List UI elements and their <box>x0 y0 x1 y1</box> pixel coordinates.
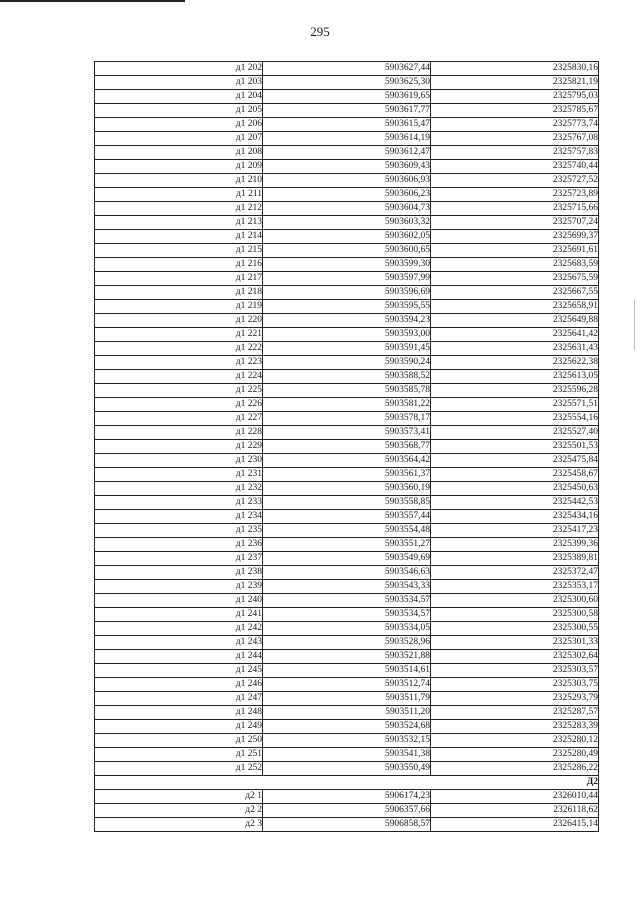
point-id-cell: д1 240 <box>95 594 263 608</box>
y-coordinate-cell: 2325286,22 <box>431 762 599 776</box>
table-row <box>95 594 599 608</box>
y-coordinate-cell: 2325667,55 <box>431 286 599 300</box>
point-id-cell: д1 234 <box>95 510 263 524</box>
point-id-cell: д1 230 <box>95 454 263 468</box>
x-coordinate-cell: 5903564,42 <box>263 454 431 468</box>
point-id-cell: д1 233 <box>95 496 263 510</box>
page-number: 295 <box>310 24 330 39</box>
x-coordinate-cell: 5903625,30 <box>263 76 431 90</box>
y-coordinate-cell: 2325757,83 <box>431 146 599 160</box>
table-row <box>95 146 599 160</box>
point-id-cell: д1 232 <box>95 482 263 496</box>
x-coordinate-cell: 5903619,65 <box>263 90 431 104</box>
table-row <box>95 538 599 552</box>
y-coordinate-cell: 2325699,37 <box>431 230 599 244</box>
point-id-cell: д2 2 <box>95 804 263 818</box>
y-coordinate-cell: 2325795,03 <box>431 90 599 104</box>
point-id-cell: д1 205 <box>95 104 263 118</box>
y-coordinate-cell: 2325372,47 <box>431 566 599 580</box>
table-row <box>95 104 599 118</box>
x-coordinate-cell: 5903541,38 <box>263 748 431 762</box>
x-coordinate-cell: 5903521,88 <box>263 650 431 664</box>
y-coordinate-cell: 2326415,14 <box>431 818 599 832</box>
x-coordinate-cell: 5906858,57 <box>263 818 431 832</box>
table-row <box>95 202 599 216</box>
table-row <box>95 398 599 412</box>
y-coordinate-cell: 2325649,88 <box>431 314 599 328</box>
y-coordinate-cell: 2325300,60 <box>431 594 599 608</box>
point-id-cell: д1 237 <box>95 552 263 566</box>
y-coordinate-cell: 2325723,89 <box>431 188 599 202</box>
table-row <box>95 230 599 244</box>
x-coordinate-cell: 5903534,57 <box>263 594 431 608</box>
x-coordinate-cell: 5903604,73 <box>263 202 431 216</box>
table-row <box>95 762 599 776</box>
y-coordinate-cell: 2326118,62 <box>431 804 599 818</box>
table-row <box>95 678 599 692</box>
point-id-cell: д1 220 <box>95 314 263 328</box>
table-row <box>95 314 599 328</box>
y-coordinate-cell: 2325300,58 <box>431 608 599 622</box>
point-id-cell: д1 215 <box>95 244 263 258</box>
point-id-cell: д1 231 <box>95 468 263 482</box>
point-id-cell: д1 225 <box>95 384 263 398</box>
x-coordinate-cell: 5903560,19 <box>263 482 431 496</box>
x-coordinate-cell: 5903528,96 <box>263 636 431 650</box>
y-coordinate-cell: 2325571,51 <box>431 398 599 412</box>
y-coordinate-cell: 2325475,84 <box>431 454 599 468</box>
x-coordinate-cell: 5903550,49 <box>263 762 431 776</box>
x-coordinate-cell: 5903561,37 <box>263 468 431 482</box>
x-coordinate-cell: 5903614,19 <box>263 132 431 146</box>
table-row <box>95 622 599 636</box>
point-id-cell: д1 216 <box>95 258 263 272</box>
table-row <box>95 412 599 426</box>
y-coordinate-cell: 2325830,16 <box>431 62 599 76</box>
point-id-cell: д1 247 <box>95 692 263 706</box>
table-row <box>95 90 599 104</box>
y-coordinate-cell: 2325283,39 <box>431 720 599 734</box>
coordinates-table <box>94 61 599 832</box>
table-row <box>95 188 599 202</box>
y-coordinate-cell: 2325280,49 <box>431 748 599 762</box>
point-id-cell: д1 204 <box>95 90 263 104</box>
point-id-cell: д2 1 <box>95 790 263 804</box>
x-coordinate-cell: 5903591,45 <box>263 342 431 356</box>
y-coordinate-cell: 2325300,55 <box>431 622 599 636</box>
point-id-cell: д1 221 <box>95 328 263 342</box>
table-row <box>95 370 599 384</box>
y-coordinate-cell: 2325389,81 <box>431 552 599 566</box>
point-id-cell: д1 223 <box>95 356 263 370</box>
table-row <box>95 426 599 440</box>
y-coordinate-cell: 2325554,16 <box>431 412 599 426</box>
table-row <box>95 356 599 370</box>
top-rule <box>0 0 185 2</box>
table-row <box>95 734 599 748</box>
table-row <box>95 692 599 706</box>
point-id-cell: д1 212 <box>95 202 263 216</box>
point-id-cell: д1 222 <box>95 342 263 356</box>
x-coordinate-cell: 5903609,43 <box>263 160 431 174</box>
table-row <box>95 174 599 188</box>
table-row <box>95 580 599 594</box>
table-row <box>95 524 599 538</box>
x-coordinate-cell: 5903588,52 <box>263 370 431 384</box>
table-row <box>95 510 599 524</box>
y-coordinate-cell: 2325303,75 <box>431 678 599 692</box>
x-coordinate-cell: 5903534,05 <box>263 622 431 636</box>
group-header-row <box>95 776 599 790</box>
table-row <box>95 342 599 356</box>
point-id-cell: д1 229 <box>95 440 263 454</box>
x-coordinate-cell: 5903615,47 <box>263 118 431 132</box>
x-coordinate-cell: 5903554,48 <box>263 524 431 538</box>
edge-mark <box>634 300 635 350</box>
table-row <box>95 286 599 300</box>
point-id-cell: д1 238 <box>95 566 263 580</box>
table-row <box>95 454 599 468</box>
table-row <box>95 818 599 832</box>
point-id-cell: д1 210 <box>95 174 263 188</box>
x-coordinate-cell: 5903606,93 <box>263 174 431 188</box>
point-id-cell: д1 249 <box>95 720 263 734</box>
y-coordinate-cell: 2325301,33 <box>431 636 599 650</box>
y-coordinate-cell: 2325727,52 <box>431 174 599 188</box>
x-coordinate-cell: 5903600,65 <box>263 244 431 258</box>
y-coordinate-cell: 2325302,64 <box>431 650 599 664</box>
x-coordinate-cell: 5903557,44 <box>263 510 431 524</box>
x-coordinate-cell: 5906357,66 <box>263 804 431 818</box>
table-row <box>95 748 599 762</box>
point-id-cell: д1 243 <box>95 636 263 650</box>
y-coordinate-cell: 2325280,12 <box>431 734 599 748</box>
point-id-cell: д1 241 <box>95 608 263 622</box>
x-coordinate-cell: 5903603,32 <box>263 216 431 230</box>
table-row <box>95 328 599 342</box>
y-coordinate-cell: 2325683,59 <box>431 258 599 272</box>
x-coordinate-cell: 5903593,00 <box>263 328 431 342</box>
point-id-cell: д1 235 <box>95 524 263 538</box>
y-coordinate-cell: 2325458,67 <box>431 468 599 482</box>
point-id-cell: д1 227 <box>95 412 263 426</box>
y-coordinate-cell: 2325675,59 <box>431 272 599 286</box>
point-id-cell: д1 224 <box>95 370 263 384</box>
y-coordinate-cell: 2325740,44 <box>431 160 599 174</box>
y-coordinate-cell: 2326010,44 <box>431 790 599 804</box>
table-row <box>95 636 599 650</box>
y-coordinate-cell: 2325707,24 <box>431 216 599 230</box>
point-id-cell: д1 207 <box>95 132 263 146</box>
x-coordinate-cell: 5903511,20 <box>263 706 431 720</box>
y-coordinate-cell: 2325631,43 <box>431 342 599 356</box>
y-coordinate-cell: 2325658,91 <box>431 300 599 314</box>
table-row <box>95 720 599 734</box>
point-id-cell: д1 218 <box>95 286 263 300</box>
table-row <box>95 160 599 174</box>
table-row <box>95 468 599 482</box>
point-id-cell: д1 252 <box>95 762 263 776</box>
x-coordinate-cell: 5903585,78 <box>263 384 431 398</box>
x-coordinate-cell: 5903596,69 <box>263 286 431 300</box>
y-coordinate-cell: 2325303,57 <box>431 664 599 678</box>
y-coordinate-cell: 2325434,16 <box>431 510 599 524</box>
x-coordinate-cell: 5903590,24 <box>263 356 431 370</box>
y-coordinate-cell: 2325450,63 <box>431 482 599 496</box>
y-coordinate-cell: 2325622,38 <box>431 356 599 370</box>
x-coordinate-cell: 5903602,05 <box>263 230 431 244</box>
point-id-cell: д1 217 <box>95 272 263 286</box>
y-coordinate-cell: 2325641,42 <box>431 328 599 342</box>
x-coordinate-cell: 5903568,77 <box>263 440 431 454</box>
table-row <box>95 258 599 272</box>
point-id-cell: д1 245 <box>95 664 263 678</box>
group-title: Д2 <box>95 776 599 790</box>
point-id-cell: д1 239 <box>95 580 263 594</box>
table-row <box>95 482 599 496</box>
point-id-cell: д1 242 <box>95 622 263 636</box>
x-coordinate-cell: 5903627,44 <box>263 62 431 76</box>
x-coordinate-cell: 5903558,85 <box>263 496 431 510</box>
y-coordinate-cell: 2325691,61 <box>431 244 599 258</box>
point-id-cell: д1 206 <box>95 118 263 132</box>
table-row <box>95 272 599 286</box>
point-id-cell: д1 236 <box>95 538 263 552</box>
point-id-cell: д1 211 <box>95 188 263 202</box>
point-id-cell: д1 202 <box>95 62 263 76</box>
table-row <box>95 552 599 566</box>
y-coordinate-cell: 2325293,79 <box>431 692 599 706</box>
point-id-cell: д1 219 <box>95 300 263 314</box>
table-row <box>95 790 599 804</box>
x-coordinate-cell: 5903573,41 <box>263 426 431 440</box>
point-id-cell: д2 3 <box>95 818 263 832</box>
y-coordinate-cell: 2325767,08 <box>431 132 599 146</box>
x-coordinate-cell: 5903551,27 <box>263 538 431 552</box>
y-coordinate-cell: 2325353,17 <box>431 580 599 594</box>
table-row <box>95 664 599 678</box>
y-coordinate-cell: 2325715,66 <box>431 202 599 216</box>
y-coordinate-cell: 2325596,28 <box>431 384 599 398</box>
y-coordinate-cell: 2325821,19 <box>431 76 599 90</box>
table-row <box>95 440 599 454</box>
x-coordinate-cell: 5903524,68 <box>263 720 431 734</box>
x-coordinate-cell: 5903581,22 <box>263 398 431 412</box>
x-coordinate-cell: 5903549,69 <box>263 552 431 566</box>
y-coordinate-cell: 2325442,53 <box>431 496 599 510</box>
point-id-cell: д1 244 <box>95 650 263 664</box>
x-coordinate-cell: 5906174,23 <box>263 790 431 804</box>
point-id-cell: д1 250 <box>95 734 263 748</box>
x-coordinate-cell: 5903512,74 <box>263 678 431 692</box>
point-id-cell: д1 214 <box>95 230 263 244</box>
table-row <box>95 62 599 76</box>
table-row <box>95 706 599 720</box>
y-coordinate-cell: 2325613,05 <box>431 370 599 384</box>
x-coordinate-cell: 5903534,57 <box>263 608 431 622</box>
point-id-cell: д1 226 <box>95 398 263 412</box>
table-row <box>95 300 599 314</box>
y-coordinate-cell: 2325287,57 <box>431 706 599 720</box>
table-row <box>95 804 599 818</box>
point-id-cell: д1 208 <box>95 146 263 160</box>
table-row <box>95 216 599 230</box>
x-coordinate-cell: 5903606,23 <box>263 188 431 202</box>
y-coordinate-cell: 2325527,40 <box>431 426 599 440</box>
point-id-cell: д1 209 <box>95 160 263 174</box>
x-coordinate-cell: 5903597,99 <box>263 272 431 286</box>
y-coordinate-cell: 2325399,36 <box>431 538 599 552</box>
x-coordinate-cell: 5903546,63 <box>263 566 431 580</box>
x-coordinate-cell: 5903578,17 <box>263 412 431 426</box>
table-row <box>95 76 599 90</box>
point-id-cell: д1 246 <box>95 678 263 692</box>
y-coordinate-cell: 2325773,74 <box>431 118 599 132</box>
table-row <box>95 496 599 510</box>
x-coordinate-cell: 5903532,15 <box>263 734 431 748</box>
y-coordinate-cell: 2325785,67 <box>431 104 599 118</box>
table-row <box>95 132 599 146</box>
table-row <box>95 118 599 132</box>
x-coordinate-cell: 5903612,47 <box>263 146 431 160</box>
table-row <box>95 608 599 622</box>
coordinates-table-body <box>95 62 599 832</box>
x-coordinate-cell: 5903511,79 <box>263 692 431 706</box>
point-id-cell: д1 251 <box>95 748 263 762</box>
point-id-cell: д1 213 <box>95 216 263 230</box>
x-coordinate-cell: 5903599,30 <box>263 258 431 272</box>
table-row <box>95 566 599 580</box>
x-coordinate-cell: 5903594,23 <box>263 314 431 328</box>
point-id-cell: д1 203 <box>95 76 263 90</box>
y-coordinate-cell: 2325417,23 <box>431 524 599 538</box>
table-row <box>95 384 599 398</box>
x-coordinate-cell: 5903514,61 <box>263 664 431 678</box>
x-coordinate-cell: 5903595,55 <box>263 300 431 314</box>
table-row <box>95 650 599 664</box>
point-id-cell: д1 248 <box>95 706 263 720</box>
x-coordinate-cell: 5903543,33 <box>263 580 431 594</box>
table-row <box>95 244 599 258</box>
x-coordinate-cell: 5903617,77 <box>263 104 431 118</box>
point-id-cell: д1 228 <box>95 426 263 440</box>
y-coordinate-cell: 2325501,53 <box>431 440 599 454</box>
